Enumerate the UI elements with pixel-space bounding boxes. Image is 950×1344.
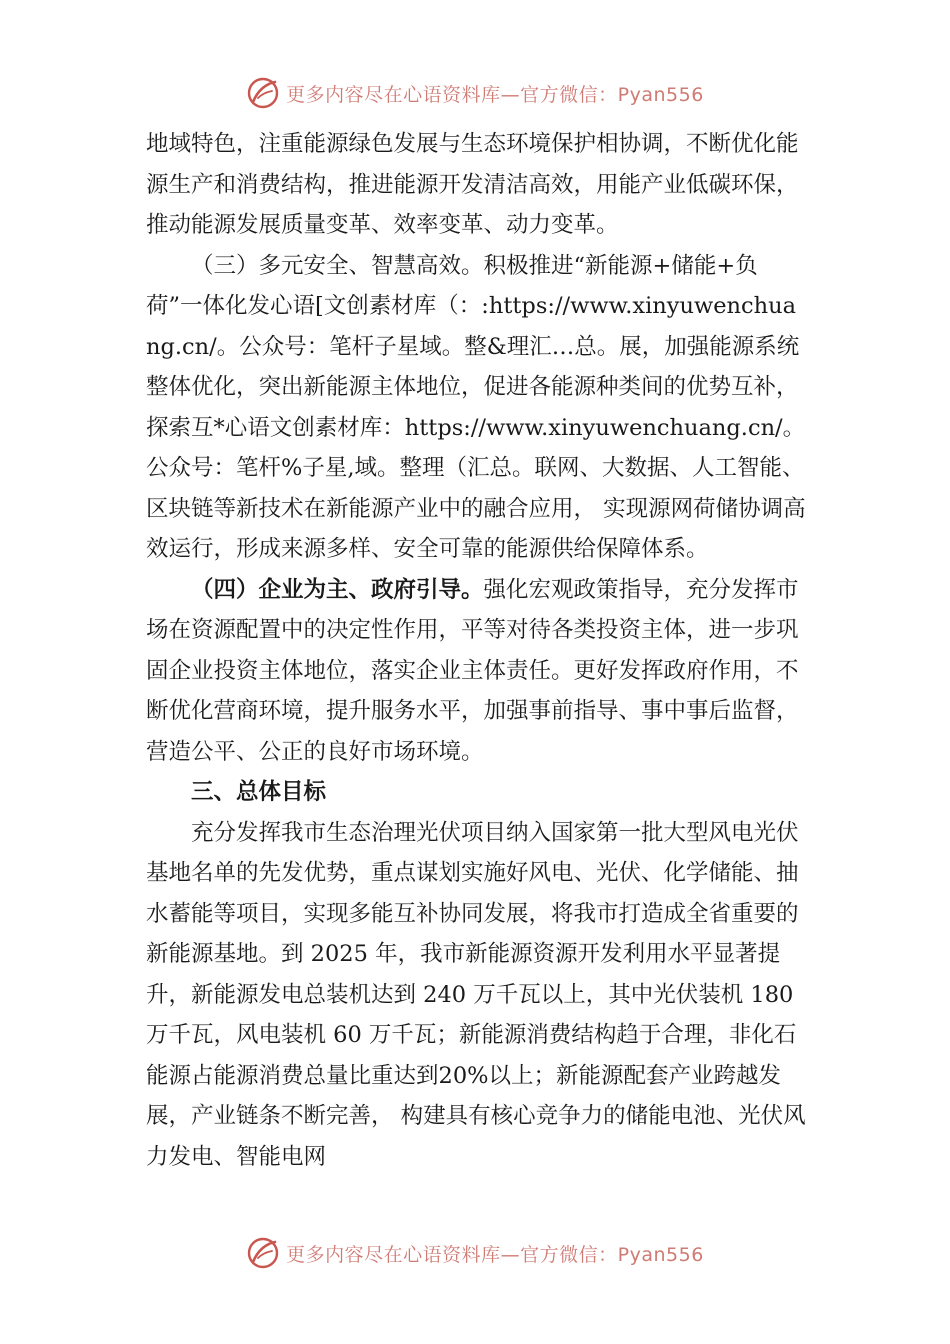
paragraph-3-lead: （四）企业为主、政府引导。 [191,576,484,603]
logo-icon [246,76,280,110]
footer-banner [0,1228,950,1278]
section-heading: 三、总体目标 [191,779,327,805]
header-banner [0,68,950,118]
paragraph-3-text: 强化宏观政策指导，充分发挥市场在资源配置中的决定性作用，平等对待各类投资主体，进一步巩固企业投资主体地位，落实企业主体责任。更好发挥政府作用，不断优化营商环境，提升服务水平，加强事前指导、事中事后监督，营造公平、公正的良好市场环境。 [146,576,799,765]
footer-banner-text: 更多内容尽在心语资料库—官方微信：Pyan556 [286,1243,704,1266]
header-banner-text: 更多内容尽在心语资料库—官方微信：Pyan556 [286,83,704,106]
document-body [146,124,808,1177]
paragraph-3 [146,570,808,773]
paragraph-1: 地域特色，注重能源绿色发展与生态环境保护相协调，不断优化能源生产和消费结构，推进能源开发清洁高效，用能产业低碳环保，推动能源发展质量变革、效率变革、动力变革。 [146,131,799,238]
paragraph-2: （三）多元安全、智慧高效。积极推进“新能源+储能+负荷”一体化发心语[文创素材库（：:https://www.xinyuwenchuang.cn/。公众号：笔杆子星域。整&理汇…总。展，加强能源系统整体优化，突出新能源主体地位，促进各能源种类间的优势互补，探索互*心语文创素材库：https://www.xinyuwenchuang.cn/。公众号：笔杆%子星,域。整理（汇总。联网、大数据、人工智能、区块链等新技术在新能源产业中的融合应用， 实现源网荷储协调高效运行，形成来源多样、安全可靠的能源供给保障体系。 [146,252,806,562]
logo-icon [246,1236,280,1270]
paragraph-4: 充分发挥我市生态治理光伏项目纳入国家第一批大型风电光伏基地名单的先发优势，重点谋划实施好风电、光伏、化学储能、抽水蓄能等项目，实现多能互补协同发展，将我市打造成全省重要的新能源基地。到 2025 年，我市新能源资源开发利用水平显著提升，新能源发电总装机达到 240 万千瓦以上，其中光伏装机 180 万千瓦，风电装机 60 万千瓦；新能源消费结构趋于合理，非化石能源占能源消费总量比重达到20%以上；新能源配套产业跨越发展，产业链条不断完善， 构建具有核心竞争力的储能电池、光伏风力发电、智能电网 [146,819,806,1170]
